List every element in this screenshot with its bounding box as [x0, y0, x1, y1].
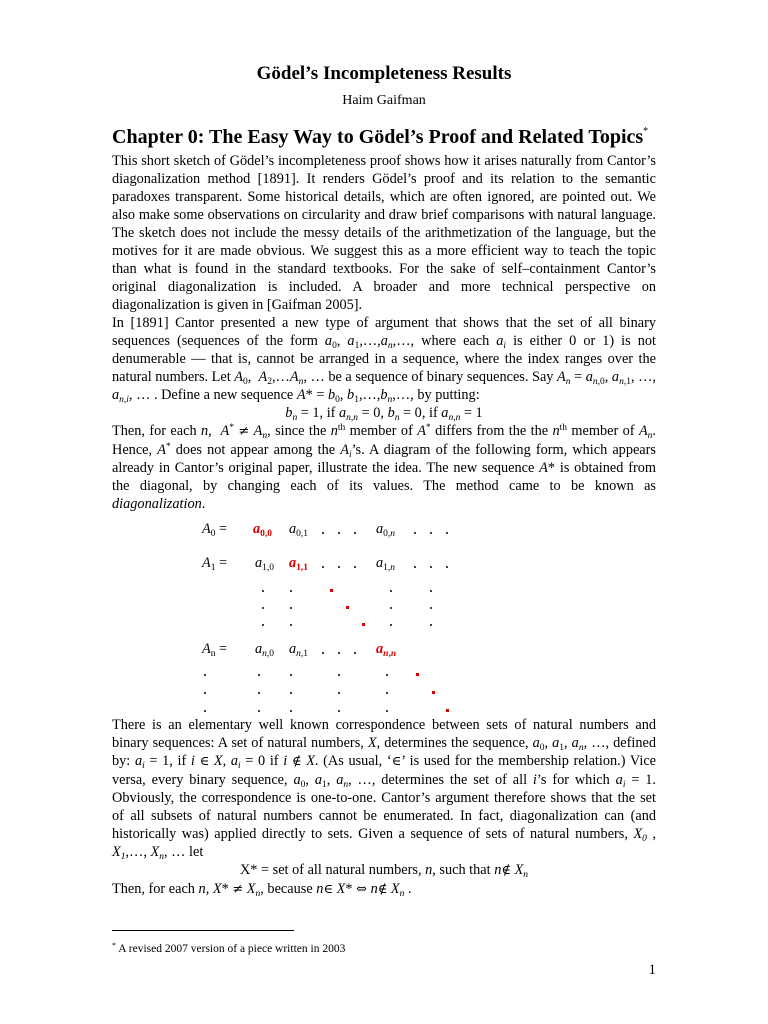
paragraph-then: Then, for each n, $A^* \ne A_n$, since the $n^{th}$ member of A* differs from the the $n^{th}$ member of $A_n$. Hence, A* does not appear among the $A_i’s$. A diagram of the following form, which appears already in Cantor’s original paper, illustrate the idea. The new sequence A* is obtained from the diagonal, by changing each of its values. The method came to be known as diagonalization.	[112, 423, 656, 512]
body-text-top	[112, 152, 656, 513]
matrix-cell-diagonal: $a_{1,1}$	[289, 555, 309, 573]
formula-xstar: X* = set of all natural numbers, n, such that n∉ $X_n$	[239, 862, 529, 880]
document-author: Haim Gaifman	[342, 93, 426, 108]
paragraph-conclusion: Then, for each n, $X* \ne X_n$, because n∈ X* ⇔ n∉ $X_n$ .	[112, 881, 412, 899]
paragraph-cantor: In [1891] Cantor presented a new type of argument that shows that the set of all binary sequences (sequences of the form $a_0$, $a_1,\dots,a_n,\dots$, where each $a_i$ is either 0 or 1) is not denumerable — that is, cannot be arranged in a sequence, where the index ranges over the natural numbers. Let $A_0$, $A_2,\dots A_n$, … be a sequence of binary sequences. Say $A_n = a_{n,0}$, $a_{n,1}$, …, $a_{n,i}$, … . Define a new sequence $A* = b_0$, $b_1,\dots,b_n,\dots$, by putting:	[112, 315, 656, 405]
matrix-row-label: $A_0$ =	[202, 521, 228, 539]
chapter-footnote-mark: *	[643, 126, 649, 137]
matrix-cell: $a_{n,1}$	[289, 641, 309, 659]
matrix-cell: $a_{0,1}$	[289, 521, 309, 539]
matrix-cell-diagonal: $a_{n,n}$	[376, 641, 397, 659]
page-number: 1	[648, 962, 656, 978]
body-text-bottom	[112, 716, 656, 899]
matrix-row-label: $A_n$ =	[202, 641, 228, 659]
formula-diagonal: $b_n = 1$, if $a_{n,n} = 0$, $b_n = 0$, if $a_{n,n} = 1$	[285, 405, 483, 423]
matrix-row-label: $A_1$ =	[202, 555, 228, 573]
diagonal-matrix	[0, 518, 768, 718]
matrix-cell: $a_{1,0}$	[255, 555, 275, 573]
matrix-cell: $a_{n,0}$	[255, 641, 275, 659]
chapter-title: Chapter 0: The Easy Way to Gödel’s Proof and Related Topics	[112, 126, 644, 148]
footnote: * A revised 2007 version of a piece written in 2003	[112, 941, 346, 955]
paragraph-correspondence: There is an elementary well known correspondence between sets of natural numbers and binary sequences: A set of natural numbers, X, determines the sequence, $a_0$, $a_1$, $a_n$, …, defined by: $a_i = 1$, if i ∈ X, $a_i = 0$ if i ∉ X. (As usual, ‘∈’ is used for the membership relation.) Vice versa, every binary sequence, $a_0$, $a_1$, $a_n$, …, determines the set of all i’s for which $a_i = 1$. Obviously, the correspondence is one-to-one. Cantor’s argument therefore shows that the set of all subsets of natural numbers cannot be enumerated. In fact, diagonalization can (and historically was) applied directly to sets. Given a sequence of sets of natural numbers, $X_0$ , $X_1,\dots$, $X_n$, … let	[112, 717, 657, 862]
chapter-heading	[112, 124, 672, 150]
matrix-cell-diagonal: $a_{0,0}$	[253, 521, 273, 539]
matrix-cell: $a_{1,n}$	[376, 555, 396, 573]
document-title: Gödel’s Incompleteness Results	[256, 63, 512, 84]
footnote-separator	[112, 930, 294, 931]
matrix-cell: $a_{0,n}$	[376, 521, 396, 539]
paragraph-intro: This short sketch of Gödel’s incompleteness proof shows how it arises naturally from Cantor’s diagonalization method [1891]. It renders Gödel’s proof and its relation to the semantic paradoxes transparent. Some historical details, which are often ignored, are pointed out. We also make some observations on circularity and draw brief comparisons with natural language. The sketch does not include the messy details of the arithmetization of the language, but the motives for it are made obvious. We suggest this as a more efficient way to teach the topic than what is found in the standard textbooks. For the sake of self–containment Cantor’s original diagonalization is included. A broader and more technical perspective on diagonalization is given in [Gaifman 2005].	[112, 153, 656, 313]
